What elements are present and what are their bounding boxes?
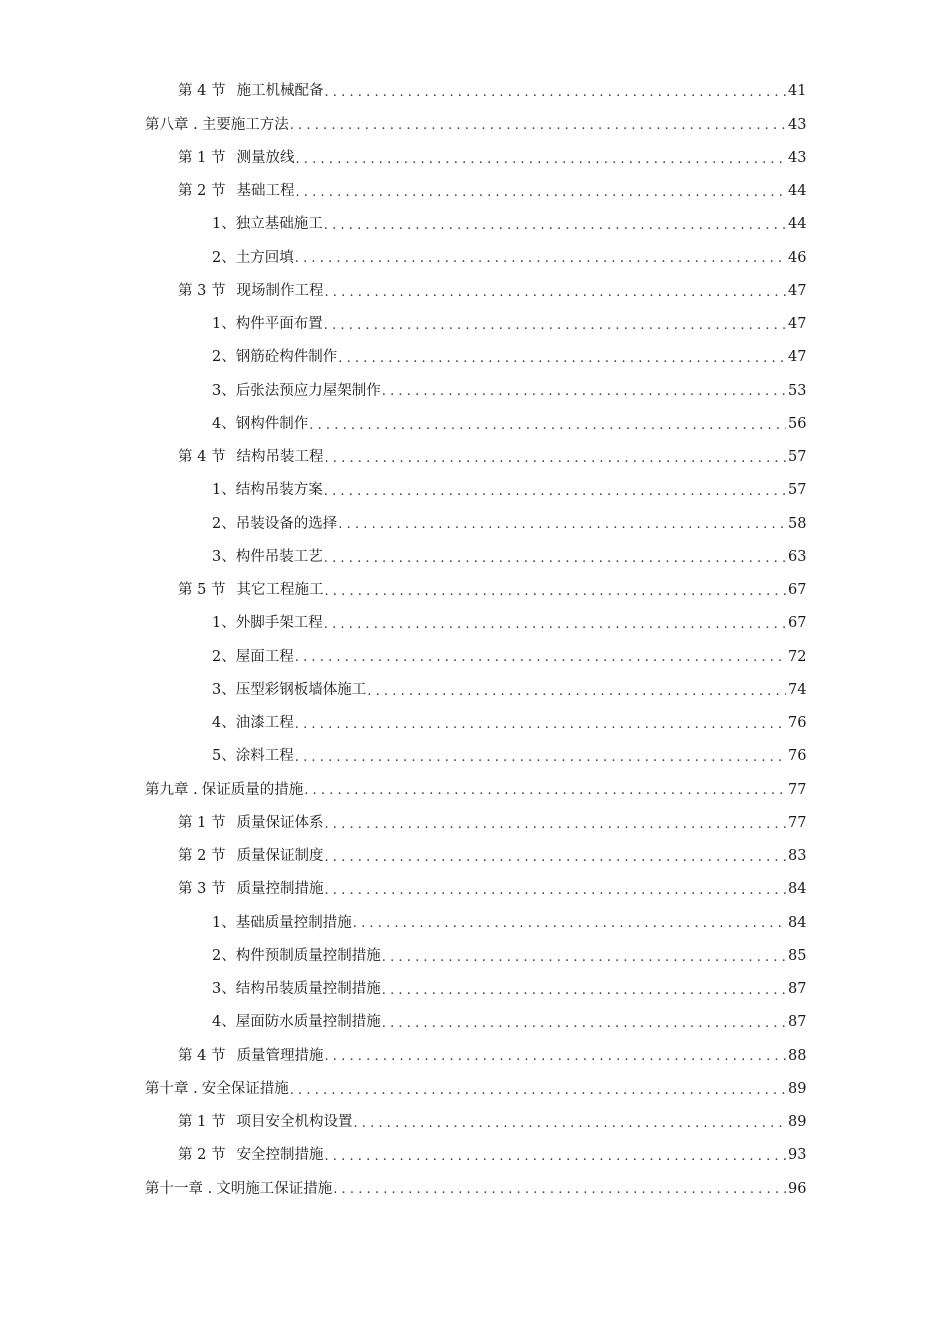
toc-subsection-entry[interactable] (0, 740, 950, 773)
toc-entry-number: 2、 (212, 648, 236, 665)
toc-subsection-entry[interactable] (0, 308, 950, 341)
toc-dot-leader (295, 252, 786, 265)
toc-entry-title: 后张法预应力屋架制作 (235, 382, 381, 399)
toc-dot-leader (338, 352, 786, 365)
toc-section-entry[interactable] (0, 840, 950, 873)
toc-page-number: 76 (788, 715, 807, 732)
toc-entry-number: 4、 (212, 715, 236, 732)
toc-entry-number: 3、 (212, 382, 236, 399)
toc-entry-title: 压型彩钢板墙体施工 (235, 681, 367, 698)
toc-chapter-entry[interactable] (0, 1172, 950, 1205)
toc-page-number: 76 (788, 748, 807, 765)
toc-entry-number: 1、 (212, 216, 236, 233)
toc-entry-title: 施工机械配备 (236, 83, 324, 100)
toc-dot-leader (295, 651, 786, 664)
toc-entry-title: 结构吊装质量控制措施 (235, 981, 381, 998)
toc-entry-title: 安全保证措施 (201, 1080, 289, 1097)
toc-entry-number: 1、 (212, 615, 236, 632)
toc-section-entry[interactable] (0, 574, 950, 607)
toc-entry-title: 独立基础施工 (235, 216, 323, 233)
toc-section-entry[interactable] (0, 441, 950, 474)
toc-subsection-entry[interactable] (0, 607, 950, 640)
toc-page-number: 84 (788, 914, 807, 931)
toc-subsection-entry[interactable] (0, 973, 950, 1006)
toc-entry-title: 结构吊装方案 (235, 482, 323, 499)
toc-entry-number: 第 3 节 (178, 881, 226, 898)
toc-dot-leader (367, 685, 786, 698)
toc-section-entry[interactable] (0, 1106, 950, 1139)
toc-entry-title: 质量保证制度 (236, 848, 324, 865)
toc-entry-number: 第 1 节 (178, 814, 226, 831)
toc-dot-leader (324, 319, 786, 332)
toc-subsection-entry[interactable] (0, 241, 950, 274)
toc-entry-title: 基础工程 (236, 183, 295, 200)
toc-page-number: 87 (788, 981, 807, 998)
toc-dot-leader (382, 385, 786, 398)
toc-dot-leader (324, 485, 786, 498)
toc-dot-leader (304, 784, 786, 797)
toc-dot-leader (382, 1017, 786, 1030)
toc-chapter-entry[interactable] (0, 1073, 950, 1106)
toc-entry-title: 涂料工程 (235, 748, 294, 765)
toc-entry-title: 构件预制质量控制措施 (235, 947, 381, 964)
toc-entry-number: 第 2 节 (178, 848, 226, 865)
toc-page-number: 47 (788, 349, 807, 366)
toc-entry-title: 油漆工程 (235, 715, 294, 732)
toc-page-number: 67 (788, 615, 807, 632)
toc-entry-number: 1、 (212, 914, 236, 931)
toc-entry-number: 2、 (212, 515, 236, 532)
toc-entry-number: 3、 (212, 548, 236, 565)
toc-dot-leader (295, 718, 786, 731)
toc-entry-number: 第 3 节 (178, 282, 226, 299)
toc-entry-title: 保证质量的措施 (201, 781, 304, 798)
toc-section-entry[interactable] (0, 175, 950, 208)
toc-page-number: 84 (788, 881, 807, 898)
toc-entry-number: 第 2 节 (178, 1147, 226, 1164)
toc-entry-number: 4、 (212, 1014, 236, 1031)
toc-dot-leader (290, 1084, 786, 1097)
toc-entry-number: 5、 (212, 748, 236, 765)
toc-chapter-entry[interactable] (0, 108, 950, 141)
toc-section-entry[interactable] (0, 142, 950, 175)
toc-page-number: 44 (788, 183, 807, 200)
toc-dot-leader (290, 119, 786, 132)
toc-subsection-entry[interactable] (0, 1006, 950, 1039)
toc-section-entry[interactable] (0, 1139, 950, 1172)
toc-dot-leader (309, 419, 786, 432)
toc-page-number: 72 (788, 648, 807, 665)
toc-page-number: 57 (788, 449, 807, 466)
toc-dot-leader (324, 552, 786, 565)
toc-dot-leader (324, 86, 786, 99)
toc-page-number: 85 (788, 947, 807, 964)
toc-entry-number: 2、 (212, 349, 236, 366)
toc-subsection-entry[interactable] (0, 341, 950, 374)
toc-entry-title: 测量放线 (236, 149, 295, 166)
toc-entry-number: 第 2 节 (178, 183, 226, 200)
toc-subsection-entry[interactable] (0, 940, 950, 973)
toc-entry-number: 第八章 . (145, 116, 198, 133)
toc-entry-title: 外脚手架工程 (235, 615, 323, 632)
toc-entry-title: 构件平面布置 (235, 316, 323, 333)
toc-entry-title: 质量管理措施 (236, 1047, 324, 1064)
toc-subsection-entry[interactable] (0, 208, 950, 241)
toc-entry-number: 第 4 节 (178, 83, 226, 100)
toc-entry-number: 第十一章 . (145, 1180, 213, 1197)
toc-dot-leader (333, 1183, 786, 1196)
toc-page-number: 63 (788, 548, 807, 565)
toc-dot-leader (324, 1150, 786, 1163)
toc-entry-title: 现场制作工程 (236, 282, 324, 299)
toc-entry-number: 第十章 . (145, 1080, 198, 1097)
toc-page-number: 67 (788, 582, 807, 599)
toc-dot-leader (324, 1050, 786, 1063)
toc-subsection-entry[interactable] (0, 674, 950, 707)
toc-page-number: 43 (788, 116, 807, 133)
toc-entry-title: 安全控制措施 (236, 1147, 324, 1164)
toc-subsection-entry[interactable] (0, 707, 950, 740)
toc-page-number: 89 (788, 1114, 807, 1131)
toc-subsection-entry[interactable] (0, 640, 950, 673)
toc-page-number: 89 (788, 1080, 807, 1097)
toc-entry-number: 1、 (212, 482, 236, 499)
toc-dot-leader (324, 286, 786, 299)
toc-section-entry[interactable] (0, 75, 950, 108)
toc-dot-leader (324, 452, 786, 465)
toc-entry-title: 质量保证体系 (236, 814, 324, 831)
toc-section-entry[interactable] (0, 807, 950, 840)
toc-subsection-entry[interactable] (0, 474, 950, 507)
toc-dot-leader (382, 951, 786, 964)
toc-dot-leader (353, 1117, 786, 1130)
toc-entry-title: 项目安全机构设置 (236, 1114, 353, 1131)
toc-dot-leader (324, 818, 786, 831)
toc-page-number: 88 (788, 1047, 807, 1064)
toc-entry-title: 钢筋砼构件制作 (235, 349, 338, 366)
toc-chapter-entry[interactable] (0, 773, 950, 806)
toc-page-number: 46 (788, 249, 807, 266)
toc-entry-title: 屋面防水质量控制措施 (235, 1014, 381, 1031)
toc-dot-leader (324, 884, 786, 897)
toc-page-number: 77 (788, 781, 807, 798)
toc-page-number: 57 (788, 482, 807, 499)
toc-dot-leader (324, 585, 786, 598)
toc-entry-title: 构件吊装工艺 (235, 548, 323, 565)
toc-subsection-entry[interactable] (0, 906, 950, 939)
toc-dot-leader (324, 618, 786, 631)
toc-dot-leader (295, 153, 786, 166)
toc-entry-number: 第 1 节 (178, 149, 226, 166)
toc-subsection-entry[interactable] (0, 408, 950, 441)
toc-subsection-entry[interactable] (0, 541, 950, 574)
toc-entry-title: 文明施工保证措施 (216, 1180, 333, 1197)
toc-page-number: 56 (788, 415, 807, 432)
toc-entry-title: 结构吊装工程 (236, 449, 324, 466)
toc-entry-title: 基础质量控制措施 (235, 914, 352, 931)
toc-dot-leader (324, 851, 786, 864)
toc-entry-number: 4、 (212, 415, 236, 432)
toc-page-number: 93 (788, 1147, 807, 1164)
toc-section-entry[interactable] (0, 873, 950, 906)
toc-page-number: 41 (788, 83, 807, 100)
toc-entry-title: 其它工程施工 (236, 582, 324, 599)
toc-entry-number: 第 1 节 (178, 1114, 226, 1131)
toc-entry-title: 主要施工方法 (201, 116, 289, 133)
toc-entry-title: 土方回填 (235, 249, 294, 266)
toc-section-entry[interactable] (0, 1039, 950, 1072)
toc-page-number: 83 (788, 848, 807, 865)
toc-entry-number: 2、 (212, 947, 236, 964)
toc-entry-title: 钢构件制作 (235, 415, 309, 432)
toc-subsection-entry[interactable] (0, 374, 950, 407)
toc-page-number: 87 (788, 1014, 807, 1031)
toc-entry-number: 第 4 节 (178, 449, 226, 466)
toc-page-number: 47 (788, 316, 807, 333)
toc-page-number: 58 (788, 515, 807, 532)
toc-page-number: 96 (788, 1180, 807, 1197)
toc-page-number: 44 (788, 216, 807, 233)
toc-page-number: 77 (788, 814, 807, 831)
toc-page-number: 53 (788, 382, 807, 399)
toc-entry-number: 2、 (212, 249, 236, 266)
toc-subsection-entry[interactable] (0, 507, 950, 540)
toc-section-entry[interactable] (0, 275, 950, 308)
toc-entry-number: 第 4 节 (178, 1047, 226, 1064)
toc-entry-title: 吊装设备的选择 (235, 515, 338, 532)
table-of-contents (0, 75, 950, 1206)
toc-entry-title: 屋面工程 (235, 648, 294, 665)
toc-dot-leader (338, 518, 786, 531)
toc-dot-leader (295, 751, 786, 764)
toc-entry-number: 1、 (212, 316, 236, 333)
toc-entry-number: 第 5 节 (178, 582, 226, 599)
toc-dot-leader (295, 186, 786, 199)
toc-entry-number: 3、 (212, 981, 236, 998)
toc-dot-leader (353, 917, 786, 930)
toc-page-number: 47 (788, 282, 807, 299)
toc-page-number: 43 (788, 149, 807, 166)
toc-page-number: 74 (788, 681, 807, 698)
toc-entry-number: 3、 (212, 681, 236, 698)
toc-dot-leader (382, 984, 786, 997)
toc-entry-number: 第九章 . (145, 781, 198, 798)
toc-entry-title: 质量控制措施 (236, 881, 324, 898)
toc-dot-leader (324, 219, 786, 232)
